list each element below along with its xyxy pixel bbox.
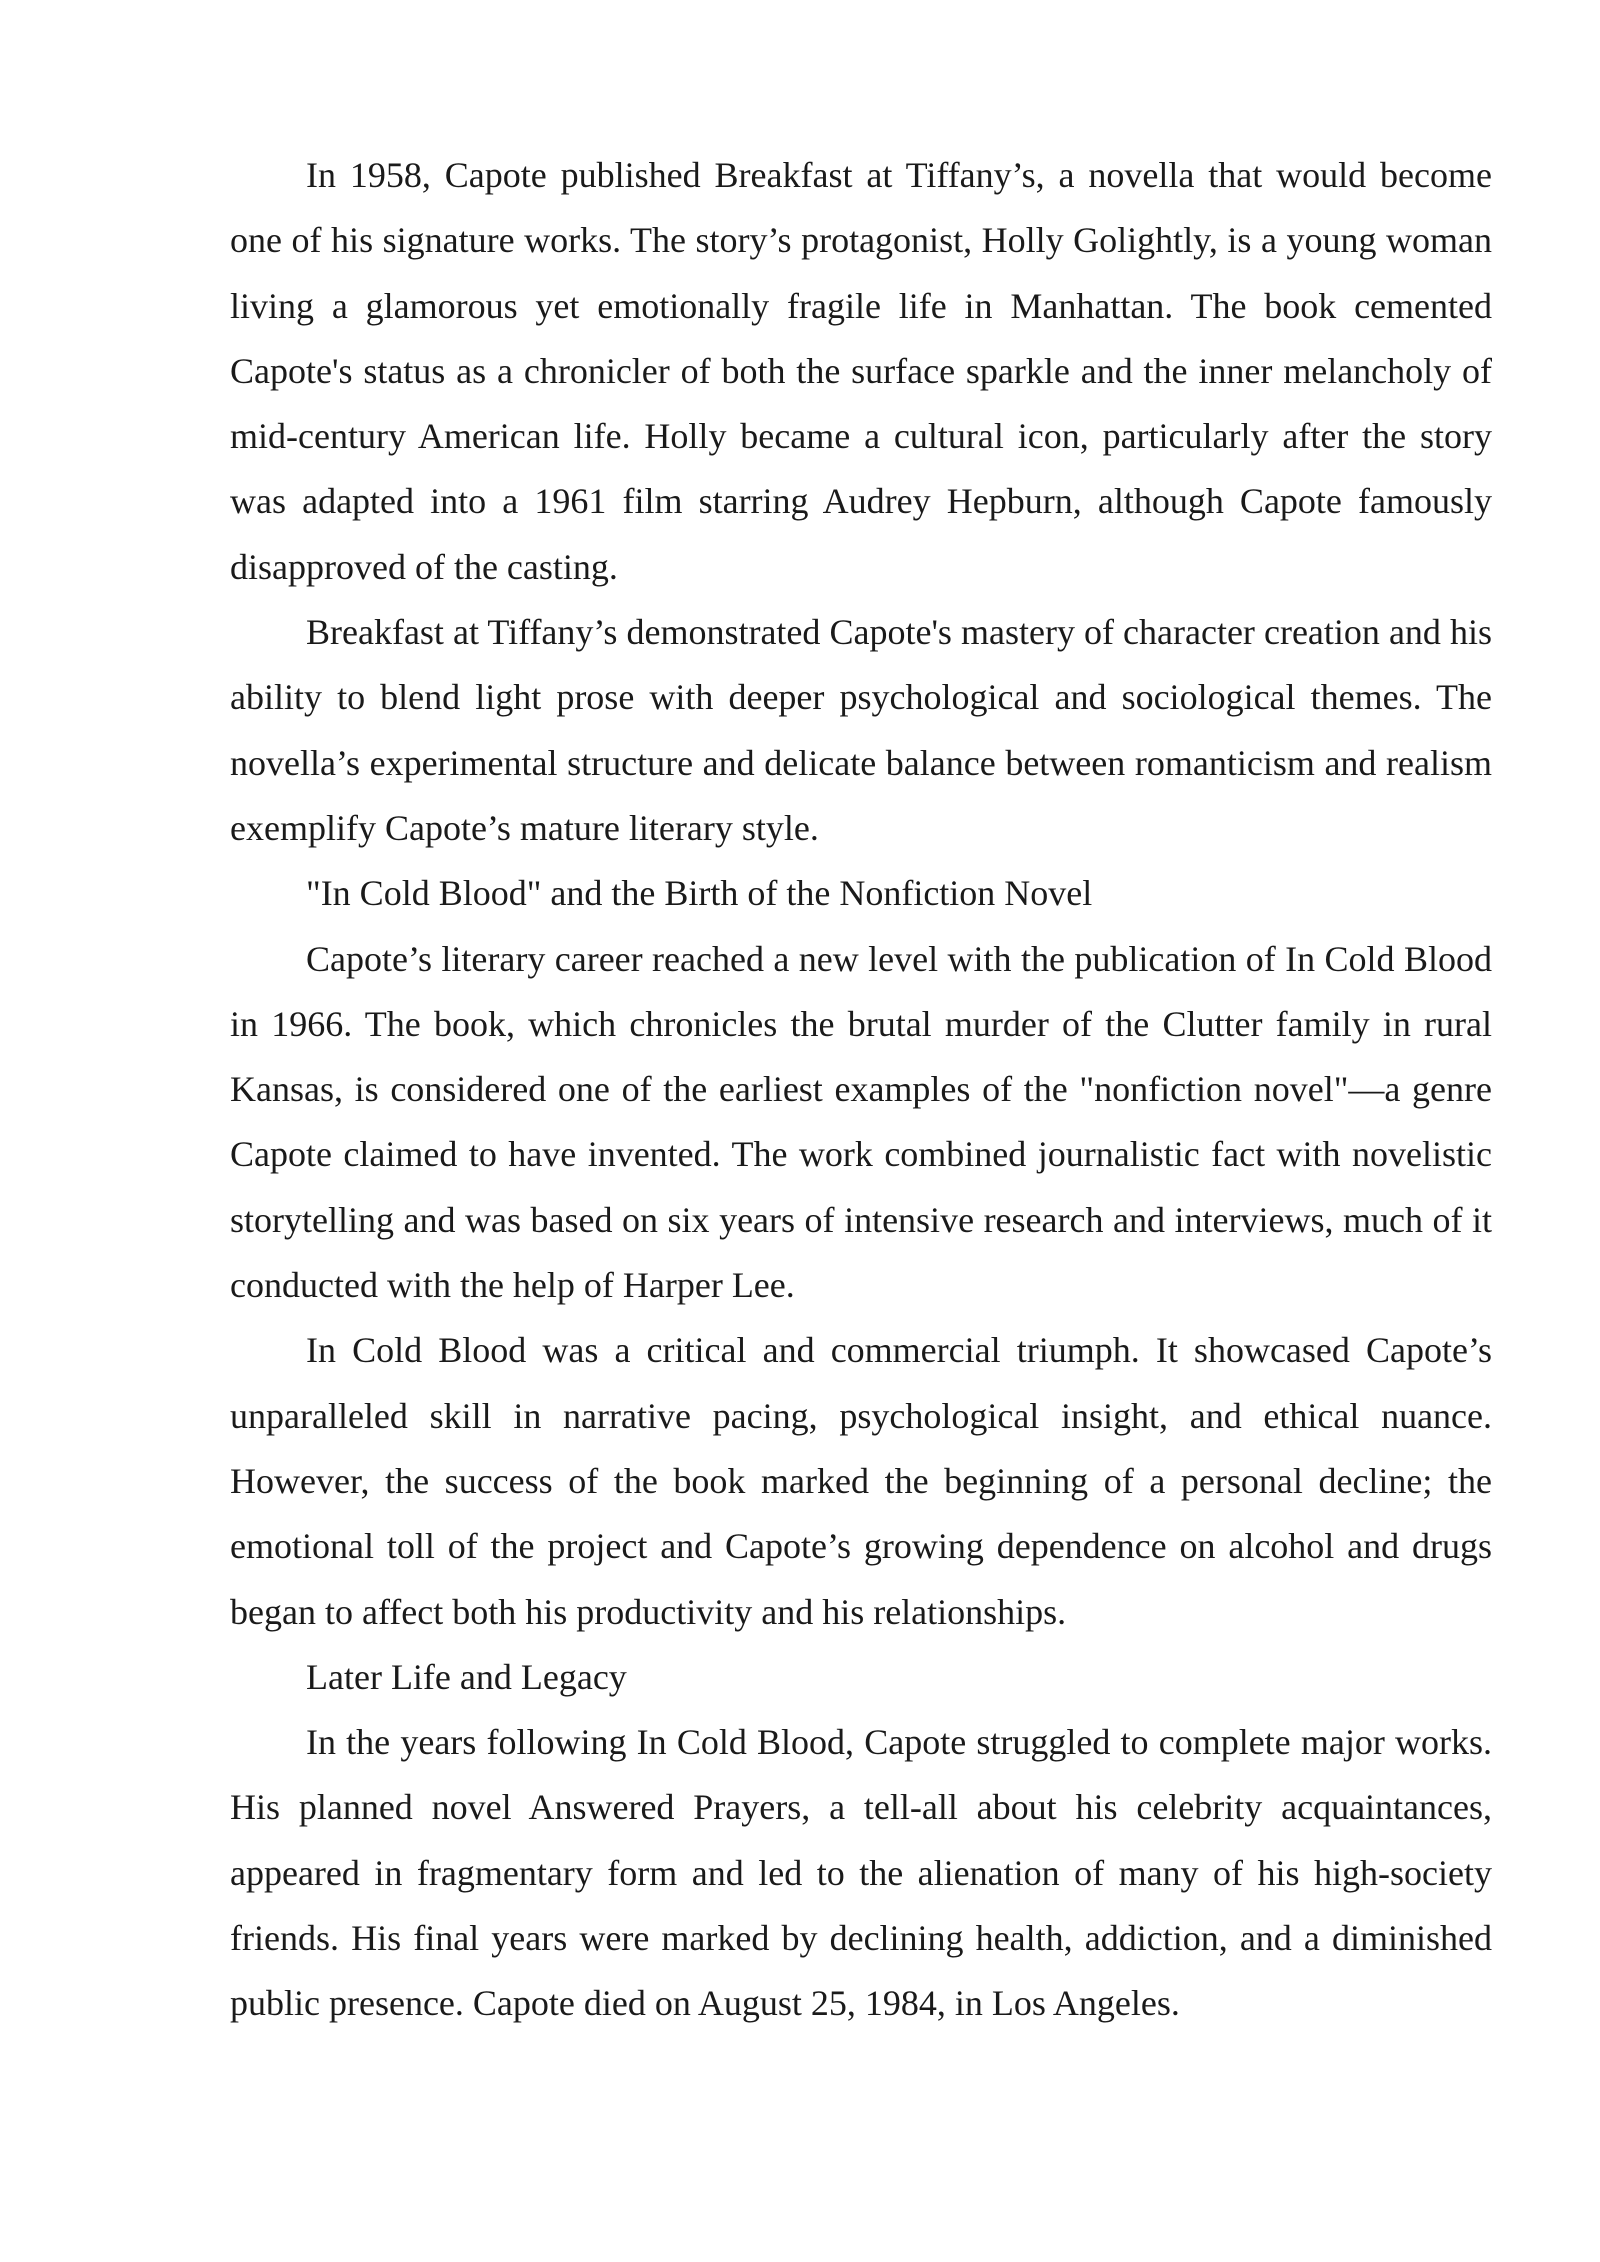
section-heading-later-life: Later Life and Legacy bbox=[306, 1656, 627, 1697]
paragraph-breakfast-at-tiffanys: In 1958, Capote published Breakfast at Tiffany’s, a novella that would become one of his signature works. The story’s protagonist, Holly Golightly, is a young woman living a glamorous yet emotionally fragile life in Manhattan. The book cemented Capote's status as a chronicler of both the surface sparkle and the inner melancholy of mid-century American life. Holly became a cultural icon, particularly after the story was adapted into a 1961 film starring Audrey Hepburn, although Capote famously disapproved of the casting. bbox=[230, 155, 1492, 587]
paragraph-in-cold-blood-career: Capote’s literary career reached a new level with the publication of In Cold Blood in 1966. The book, which chronicles the brutal murder of the Clutter family in rural Kansas, is considered one of the earliest examples of the "nonfiction novel"—a genre Capote claimed to have invented. The work combined journalistic fact with novelistic storytelling and was based on six years of intensive research and interviews, much of it conducted with the help of Harper Lee. bbox=[230, 938, 1492, 1306]
paragraph-later-life: In the years following In Cold Blood, Capote struggled to complete major works. His planned novel Answered Prayers, a tell-all about his celebrity acquaintances, appeared in fragmentary form and led to the alienation of many of his high-society friends. His final years were marked by declining health, addiction, and a diminished public presence. Capote died on August 25, 1984, in Los Angeles. bbox=[230, 1722, 1492, 2024]
paragraph-in-cold-blood-triumph: In Cold Blood was a critical and commercial triumph. It showcased Capote’s unparalleled skill in narrative pacing, psychological insight, and ethical nuance. However, the success of the book marked the beginning of a personal decline; the emotional toll of the project and Capote’s growing dependence on alcohol and drugs began to affect both his productivity and his relationships. bbox=[230, 1330, 1492, 1632]
document-body bbox=[230, 143, 1492, 2037]
section-heading-in-cold-blood: "In Cold Blood" and the Birth of the Nonfiction Novel bbox=[306, 873, 1093, 914]
paragraph-breakfast-mastery: Breakfast at Tiffany’s demonstrated Capote's mastery of character creation and his ability to blend light prose with deeper psychological and sociological themes. The novella’s experimental structure and delicate balance between romanticism and realism exemplify Capote’s mature literary style. bbox=[230, 612, 1492, 848]
